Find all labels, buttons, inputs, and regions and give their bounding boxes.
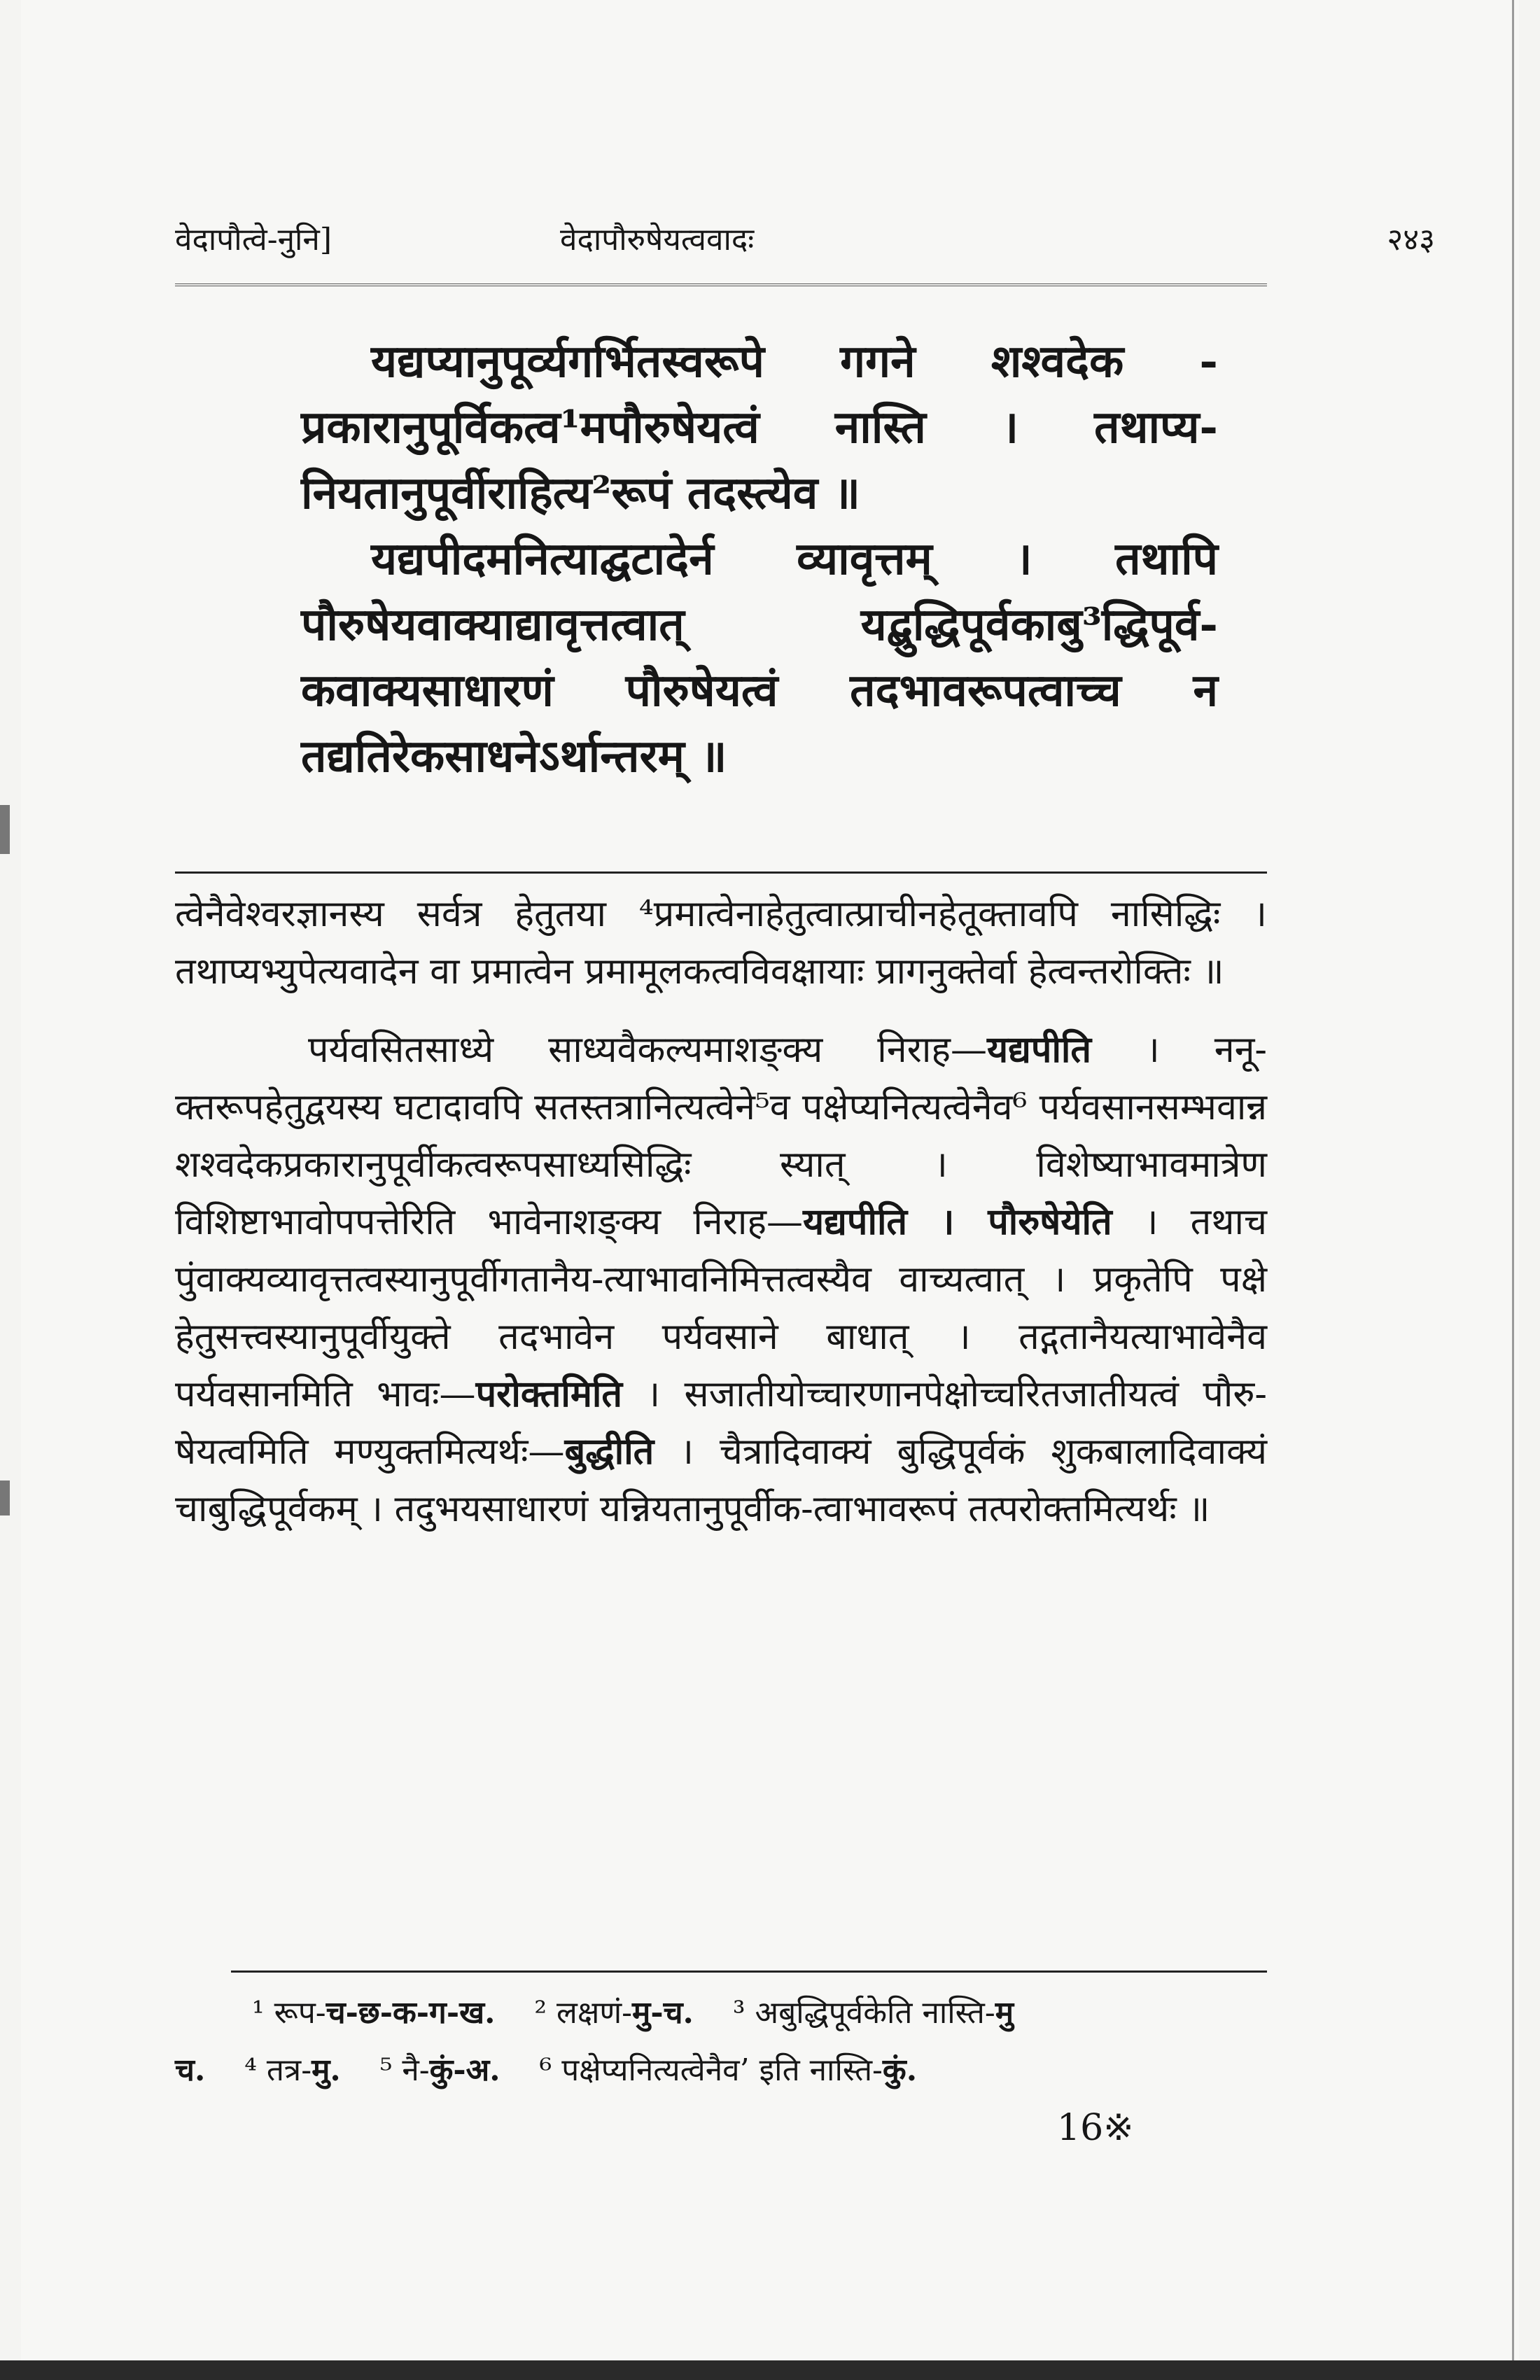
verse-divider bbox=[175, 872, 1267, 874]
verse-paragraph-2: यद्यपीदमनित्याद्घटादेर्न व्यावृत्तम् । तथापि पौरुषेयवाक्याद्यावृत्तत्वात् यद्बुद्धिपूर्वकाबु³द्धिपूर्व-कवाक्यसाधारणं पौरुषेयत्वं तदभावरूपत्वाच्च न तद्यतिरेकसाधनेऽर्थान्तरम् ॥ bbox=[301, 533, 1218, 783]
commentary-text: । सजातीयोच्चारणानपेक्षोच्चरितजातीयत्वं पौरु-षेयत्वमिति मण्युक्तमित्यर्थः— bbox=[175, 1373, 1268, 1473]
footnote-siglum: च. bbox=[175, 2052, 206, 2088]
commentary-text: पर्यवसितसाध्ये साध्यवैकल्यमाशङ्क्य निराह— bbox=[308, 1029, 987, 1071]
commentary-text: । ननू-क्तरूपहेतुद्वयस्य घटादावपि सतस्तत्रानित्यत्वेने⁵व पक्षेप्यनित्यत्वेनैव⁶ पर्यवसानसम्भवान्न शश्वदेकप्रकारानुपूर्वीकत्वरूपसाध्यसिद्धिः स्यात् । विशेष्याभावमात्रेण विशिष्टाभावोपपत्तेरिति भावेनाशङ्क्य निराह— bbox=[175, 1029, 1267, 1243]
page-edge bbox=[1512, 0, 1514, 2380]
footnote-siglum: मु bbox=[995, 1995, 1014, 2031]
commentary-paragraph-2 bbox=[175, 1021, 1267, 1538]
header-left: वेदापौत्वे-नुनि] bbox=[175, 222, 332, 258]
lemma: बुद्धीति bbox=[564, 1430, 654, 1473]
footnote-text: ² लक्षणं- bbox=[534, 1995, 633, 2031]
footnote-siglum: मु-च. bbox=[632, 1995, 694, 2031]
scan-bottom-edge bbox=[0, 2360, 1540, 2380]
footnote-text: ¹ रूप- bbox=[252, 1995, 326, 2031]
footnote-line-1 bbox=[175, 1984, 1267, 2042]
commentary-text: । चैत्रादिवाक्यं बुद्धिपूर्वकं शुकबालादिवाक्यं चाबुद्धिपूर्वकम् । तदुभयसाधारणं यन्नियतानुपूर्वीक-त्वाभावरूपं तत्परोक्तमित्यर्थः ॥ bbox=[175, 1431, 1267, 1530]
lemma: यद्यपीति bbox=[986, 1028, 1092, 1071]
footnotes bbox=[175, 1984, 1267, 2099]
lemma: यद्यपीति । पौरुषेयेति bbox=[803, 1200, 1112, 1243]
footnote-text: ⁴ तत्र- bbox=[244, 2052, 312, 2088]
header-rule bbox=[175, 284, 1267, 286]
lemma: परोक्तमिति bbox=[475, 1373, 623, 1415]
signature-mark: 16※ bbox=[1057, 2107, 1134, 2149]
header-title: वेदापौरुषेयत्ववादः bbox=[560, 222, 755, 258]
binding-mark bbox=[0, 1480, 10, 1516]
footnote-text: ⁵ नै- bbox=[379, 2052, 430, 2088]
binding-mark bbox=[0, 805, 10, 854]
footnote-siglum: कुं-अ. bbox=[429, 2052, 500, 2088]
footnote-text: ⁶ पक्षेप्यनित्यत्वेनैव’ इति नास्ति- bbox=[539, 2052, 883, 2088]
footnote-text: ³ अबुद्धिपूर्वकेति नास्ति- bbox=[732, 1995, 995, 2031]
footnote-divider bbox=[231, 1970, 1267, 1973]
footnote-line-2 bbox=[175, 2042, 1267, 2099]
footnote-siglum: कुं. bbox=[882, 2052, 918, 2088]
verse-paragraph-1: यद्यप्यानुपूर्व्यगर्भितस्वरूपे गगने शश्वदेक - प्रकारानुपूर्विकत्व¹मपौरुषेयत्वं नास्ति । तथाप्य-नियतानुपूर्वीराहित्य²रूपं तदस्त्येव ॥ bbox=[301, 335, 1218, 519]
commentary-text: । तथाच पुंवाक्यव्यावृत्तत्वस्यानुपूर्वीगतानैय-त्याभावनिमित्तत्वस्यैव वाच्यत्वात् । प्रकृतेपि पक्षे हेतुसत्त्वस्यानुपूर्वीयुक्ते तदभावेन पर्यवसाने बाधात् । तद्गतानैयत्याभावेनैव पर्यवसानमिति भावः— bbox=[175, 1201, 1268, 1415]
page-number: २४३ bbox=[1387, 222, 1435, 258]
verse-block bbox=[301, 329, 1218, 790]
running-header bbox=[175, 210, 1435, 266]
footnote-siglum: मु. bbox=[312, 2052, 341, 2088]
commentary-paragraph-1: त्वेनैवेश्वरज्ञानस्य सर्वत्र हेतुतया ⁴प्रमात्वेनाहेतुत्वात्प्राचीनहेतूक्तावपि नासिद्धिः । तथाप्यभ्युपेत्यवादेन वा प्रमात्वेन प्रमामूलकत्वविवक्षायाः प्रागनुक्तेर्वा हेत्वन्तरोक्तिः ॥ bbox=[175, 893, 1267, 993]
footnote-siglum: च-छ-क-ग-ख. bbox=[326, 1995, 496, 2031]
commentary-block bbox=[175, 886, 1267, 1559]
